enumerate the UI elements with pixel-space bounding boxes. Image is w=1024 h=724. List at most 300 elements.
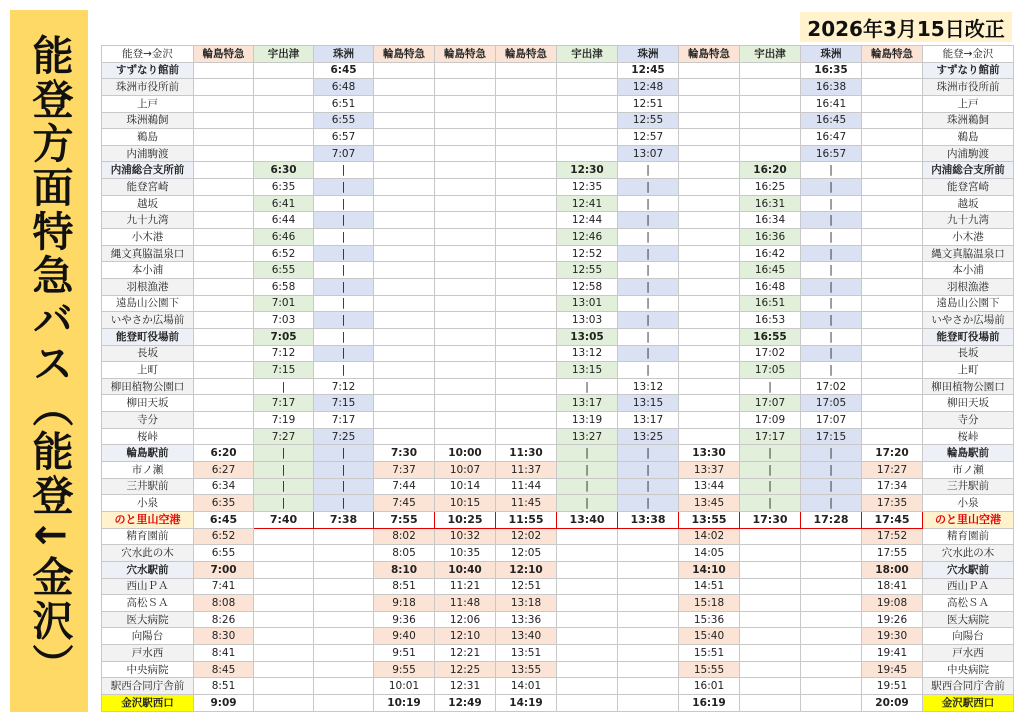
time-cell: 17:17 [740, 428, 801, 445]
time-cell [194, 95, 254, 112]
station-name-left: 遠島山公園下 [102, 295, 194, 312]
time-cell: 13:17 [557, 395, 618, 412]
route-column-header: 宇出津 [557, 46, 618, 63]
time-cell [374, 162, 435, 179]
time-cell: 6:46 [254, 229, 314, 246]
time-cell: 15:51 [679, 645, 740, 662]
table-row [102, 179, 1014, 196]
time-cell: 14:51 [679, 578, 740, 595]
time-cell [194, 378, 254, 395]
time-cell [374, 145, 435, 162]
time-cell [862, 95, 923, 112]
route-column-header: 輪島特急 [374, 46, 435, 63]
time-cell [314, 578, 374, 595]
time-cell: 12:51 [618, 95, 679, 112]
station-name-left: 越坂 [102, 195, 194, 212]
time-cell [374, 112, 435, 129]
time-cell [557, 528, 618, 545]
time-cell: 14:19 [496, 694, 557, 711]
time-cell [435, 362, 496, 379]
station-column-header: 能登→金沢 [923, 46, 1014, 63]
station-name-left: 柳田植物公園口 [102, 378, 194, 395]
time-cell: 13:55 [496, 661, 557, 678]
time-cell: 12:49 [435, 694, 496, 711]
time-cell [194, 179, 254, 196]
time-cell: 13:17 [618, 412, 679, 429]
time-cell [374, 62, 435, 79]
time-cell: | [314, 328, 374, 345]
time-cell: 6:57 [314, 129, 374, 146]
time-cell [557, 578, 618, 595]
time-cell: 6:30 [254, 162, 314, 179]
time-cell: 7:30 [374, 445, 435, 462]
time-cell: 7:37 [374, 462, 435, 479]
time-cell: 13:18 [496, 595, 557, 612]
station-name-right: 桜峠 [923, 428, 1014, 445]
time-cell [496, 262, 557, 279]
time-cell [801, 578, 862, 595]
time-cell: | [740, 462, 801, 479]
time-cell [194, 278, 254, 295]
time-cell: 16:20 [740, 162, 801, 179]
table-row [102, 628, 1014, 645]
station-name-right: 内浦駒渡 [923, 145, 1014, 162]
time-cell [194, 295, 254, 312]
table-row [102, 278, 1014, 295]
time-cell: | [801, 278, 862, 295]
time-cell: 16:47 [801, 129, 862, 146]
time-cell [254, 661, 314, 678]
time-cell [194, 162, 254, 179]
time-cell [435, 162, 496, 179]
time-cell [194, 345, 254, 362]
time-cell [740, 561, 801, 578]
table-row [102, 595, 1014, 612]
station-name-right: 越坂 [923, 195, 1014, 212]
time-cell [435, 395, 496, 412]
time-cell [740, 645, 801, 662]
time-cell: | [618, 212, 679, 229]
time-cell [194, 79, 254, 96]
station-name-right: 小木港 [923, 229, 1014, 246]
time-cell: | [314, 278, 374, 295]
time-cell [496, 95, 557, 112]
time-cell: | [314, 445, 374, 462]
station-name-left: 縄文真脇温泉口 [102, 245, 194, 262]
time-cell: 10:14 [435, 478, 496, 495]
header-row [102, 46, 1014, 63]
time-cell: 10:15 [435, 495, 496, 512]
time-cell: 13:01 [557, 295, 618, 312]
route-column-header: 珠洲 [801, 46, 862, 63]
time-cell: 10:40 [435, 561, 496, 578]
time-cell [374, 229, 435, 246]
time-cell: 6:44 [254, 212, 314, 229]
time-cell [557, 645, 618, 662]
station-name-left: 戸水西 [102, 645, 194, 662]
time-cell: | [557, 378, 618, 395]
station-name-right: 西山ＰＡ [923, 578, 1014, 595]
time-cell [679, 79, 740, 96]
time-cell [314, 561, 374, 578]
time-cell: 16:55 [740, 328, 801, 345]
time-cell: 12:02 [496, 528, 557, 545]
time-cell [679, 378, 740, 395]
table-row [102, 528, 1014, 545]
time-cell: | [801, 495, 862, 512]
time-cell: | [618, 495, 679, 512]
time-cell [618, 628, 679, 645]
time-cell [435, 262, 496, 279]
time-cell [314, 545, 374, 562]
table-row [102, 495, 1014, 512]
time-cell: 12:44 [557, 212, 618, 229]
table-row [102, 112, 1014, 129]
table-row [102, 295, 1014, 312]
time-cell [618, 528, 679, 545]
timetable [101, 45, 1014, 712]
table-row [102, 694, 1014, 711]
time-cell: 11:37 [496, 462, 557, 479]
time-cell [496, 79, 557, 96]
time-cell [862, 62, 923, 79]
station-name-right: 向陽台 [923, 628, 1014, 645]
time-cell: 16:25 [740, 179, 801, 196]
station-name-left: 穴水此の木 [102, 545, 194, 562]
time-cell: 19:51 [862, 678, 923, 695]
time-cell: 12:25 [435, 661, 496, 678]
time-cell [679, 328, 740, 345]
time-cell: 12:31 [435, 678, 496, 695]
time-cell: 13:12 [557, 345, 618, 362]
station-name-left: 九十九湾 [102, 212, 194, 229]
time-cell [740, 595, 801, 612]
time-cell: 7:55 [374, 511, 435, 528]
route-column-header: 宇出津 [254, 46, 314, 63]
time-cell: | [314, 229, 374, 246]
time-cell [496, 312, 557, 329]
time-cell [862, 229, 923, 246]
station-name-left: 能登町役場前 [102, 328, 194, 345]
time-cell [679, 179, 740, 196]
time-cell [740, 528, 801, 545]
time-cell: 7:17 [254, 395, 314, 412]
station-name-left: 市ノ瀬 [102, 462, 194, 479]
time-cell: 13:36 [496, 611, 557, 628]
station-name-right: 金沢駅西口 [923, 694, 1014, 711]
table-row [102, 328, 1014, 345]
time-cell: 10:19 [374, 694, 435, 711]
time-cell [194, 62, 254, 79]
time-cell [862, 328, 923, 345]
time-cell: | [801, 445, 862, 462]
time-cell: 19:08 [862, 595, 923, 612]
time-cell [254, 112, 314, 129]
time-cell: | [618, 362, 679, 379]
time-cell [679, 229, 740, 246]
time-cell: 13:15 [618, 395, 679, 412]
station-name-left: 三井駅前 [102, 478, 194, 495]
time-cell [496, 129, 557, 146]
station-name-right: 遠島山公園下 [923, 295, 1014, 312]
time-cell [862, 145, 923, 162]
time-cell: 13:51 [496, 645, 557, 662]
time-cell [679, 278, 740, 295]
time-cell: | [254, 495, 314, 512]
station-name-right: 三井駅前 [923, 478, 1014, 495]
time-cell: 10:07 [435, 462, 496, 479]
time-cell [557, 95, 618, 112]
time-cell: | [557, 495, 618, 512]
time-cell: 16:51 [740, 295, 801, 312]
time-cell: 19:45 [862, 661, 923, 678]
time-cell: 7:40 [254, 511, 314, 528]
time-cell [618, 661, 679, 678]
time-cell: 6:55 [254, 262, 314, 279]
time-cell [496, 412, 557, 429]
time-cell [194, 229, 254, 246]
time-cell [374, 395, 435, 412]
time-cell: 17:35 [862, 495, 923, 512]
time-cell: 12:57 [618, 129, 679, 146]
time-cell: 16:36 [740, 229, 801, 246]
time-cell [194, 212, 254, 229]
time-cell [496, 62, 557, 79]
time-cell [435, 345, 496, 362]
station-name-right: 縄文真脇温泉口 [923, 245, 1014, 262]
time-cell [618, 611, 679, 628]
station-name-right: 穴水駅前 [923, 561, 1014, 578]
time-cell [740, 95, 801, 112]
time-cell [496, 162, 557, 179]
time-cell [374, 328, 435, 345]
time-cell [801, 628, 862, 645]
time-cell: 7:00 [194, 561, 254, 578]
time-cell [557, 628, 618, 645]
time-cell [679, 345, 740, 362]
time-cell [557, 129, 618, 146]
time-cell [374, 428, 435, 445]
time-cell: 17:05 [740, 362, 801, 379]
station-name-right: 能登宮崎 [923, 179, 1014, 196]
time-cell: 13:27 [557, 428, 618, 445]
table-row [102, 212, 1014, 229]
time-cell [194, 428, 254, 445]
time-cell: | [801, 212, 862, 229]
time-cell [496, 245, 557, 262]
time-cell [557, 145, 618, 162]
time-cell: 10:25 [435, 511, 496, 528]
table-row [102, 445, 1014, 462]
time-cell [254, 678, 314, 695]
time-cell: 12:46 [557, 229, 618, 246]
station-name-right: 柳田天坂 [923, 395, 1014, 412]
time-cell: 10:35 [435, 545, 496, 562]
time-cell: 12:10 [496, 561, 557, 578]
time-cell: | [618, 345, 679, 362]
time-cell [496, 328, 557, 345]
time-cell: 13:45 [679, 495, 740, 512]
time-cell [314, 595, 374, 612]
time-cell: 18:41 [862, 578, 923, 595]
time-cell: 17:07 [801, 412, 862, 429]
time-cell [862, 179, 923, 196]
time-cell: 16:53 [740, 312, 801, 329]
time-cell [618, 545, 679, 562]
time-cell: 11:30 [496, 445, 557, 462]
time-cell: 6:27 [194, 462, 254, 479]
time-cell: | [557, 462, 618, 479]
time-cell [194, 328, 254, 345]
time-cell: 9:09 [194, 694, 254, 711]
time-cell: | [314, 245, 374, 262]
time-cell: 6:20 [194, 445, 254, 462]
station-name-left: 内浦総合支所前 [102, 162, 194, 179]
time-cell [557, 79, 618, 96]
time-cell [254, 561, 314, 578]
table-row [102, 511, 1014, 528]
time-cell [740, 145, 801, 162]
time-cell [618, 694, 679, 711]
time-cell [679, 195, 740, 212]
time-cell [374, 345, 435, 362]
time-cell [740, 694, 801, 711]
station-name-left: すずなり館前 [102, 62, 194, 79]
time-cell: 12:21 [435, 645, 496, 662]
time-cell: | [740, 445, 801, 462]
time-cell [557, 611, 618, 628]
station-name-left: 小泉 [102, 495, 194, 512]
time-cell: | [801, 229, 862, 246]
table-row [102, 95, 1014, 112]
time-cell [862, 262, 923, 279]
time-cell: | [314, 195, 374, 212]
station-name-right: 戸水西 [923, 645, 1014, 662]
station-name-left: 高松ＳＡ [102, 595, 194, 612]
time-cell: 13:05 [557, 328, 618, 345]
time-cell [374, 412, 435, 429]
time-cell [254, 595, 314, 612]
time-cell: 7:03 [254, 312, 314, 329]
station-name-left: 能登宮崎 [102, 179, 194, 196]
station-name-right: 柳田植物公園口 [923, 378, 1014, 395]
time-cell: 12:06 [435, 611, 496, 628]
time-cell [679, 262, 740, 279]
time-cell: 7:15 [314, 395, 374, 412]
time-cell: 8:26 [194, 611, 254, 628]
time-cell [374, 312, 435, 329]
time-cell [435, 62, 496, 79]
station-name-right: 鵜島 [923, 129, 1014, 146]
route-column-header: 珠洲 [618, 46, 679, 63]
time-cell [679, 145, 740, 162]
time-cell: 8:51 [194, 678, 254, 695]
station-name-right: のと里山空港 [923, 511, 1014, 528]
table-row [102, 578, 1014, 595]
time-cell [374, 129, 435, 146]
time-cell: 13:03 [557, 312, 618, 329]
time-cell: 17:28 [801, 511, 862, 528]
time-cell [496, 212, 557, 229]
time-cell: 7:19 [254, 412, 314, 429]
time-cell: 9:51 [374, 645, 435, 662]
time-cell: 16:19 [679, 694, 740, 711]
route-column-header: 宇出津 [740, 46, 801, 63]
time-cell: 6:52 [194, 528, 254, 545]
time-cell [679, 362, 740, 379]
time-cell: 17:34 [862, 478, 923, 495]
station-name-right: 長坂 [923, 345, 1014, 362]
station-name-left: 寺分 [102, 412, 194, 429]
time-cell [618, 678, 679, 695]
time-cell: 13:15 [557, 362, 618, 379]
time-cell: 6:55 [194, 545, 254, 562]
time-cell [374, 195, 435, 212]
time-cell: 18:00 [862, 561, 923, 578]
station-name-left: 上戸 [102, 95, 194, 112]
time-cell [374, 95, 435, 112]
time-cell [254, 62, 314, 79]
time-cell: 12:52 [557, 245, 618, 262]
time-cell [435, 112, 496, 129]
time-cell: 13:38 [618, 511, 679, 528]
route-column-header: 輪島特急 [496, 46, 557, 63]
time-cell: 17:55 [862, 545, 923, 562]
station-name-left: 西山ＰＡ [102, 578, 194, 595]
time-cell [194, 262, 254, 279]
time-cell [740, 79, 801, 96]
time-cell: | [740, 495, 801, 512]
time-cell [862, 295, 923, 312]
time-cell: 7:12 [314, 378, 374, 395]
time-cell [557, 678, 618, 695]
time-cell: 7:38 [314, 511, 374, 528]
table-row [102, 478, 1014, 495]
time-cell [801, 694, 862, 711]
time-cell [679, 95, 740, 112]
table-row [102, 62, 1014, 79]
time-cell: | [618, 162, 679, 179]
station-name-right: すずなり館前 [923, 62, 1014, 79]
station-name-left: 精育園前 [102, 528, 194, 545]
time-cell [801, 545, 862, 562]
time-cell [862, 428, 923, 445]
time-cell: 16:42 [740, 245, 801, 262]
time-cell: 16:45 [740, 262, 801, 279]
table-row [102, 428, 1014, 445]
time-cell: 17:52 [862, 528, 923, 545]
time-cell: 6:35 [254, 179, 314, 196]
time-cell: 13:37 [679, 462, 740, 479]
table-row [102, 129, 1014, 146]
time-cell: 16:48 [740, 278, 801, 295]
time-cell [435, 195, 496, 212]
time-cell: 8:45 [194, 661, 254, 678]
time-cell [862, 112, 923, 129]
time-cell [679, 162, 740, 179]
time-cell: 19:41 [862, 645, 923, 662]
time-cell: | [618, 328, 679, 345]
time-cell: 17:30 [740, 511, 801, 528]
time-cell: 13:40 [557, 511, 618, 528]
station-name-right: 寺分 [923, 412, 1014, 429]
table-row [102, 412, 1014, 429]
station-name-left: 羽根漁港 [102, 278, 194, 295]
time-cell [314, 645, 374, 662]
time-cell: 7:27 [254, 428, 314, 445]
time-cell [435, 129, 496, 146]
time-cell: | [314, 478, 374, 495]
